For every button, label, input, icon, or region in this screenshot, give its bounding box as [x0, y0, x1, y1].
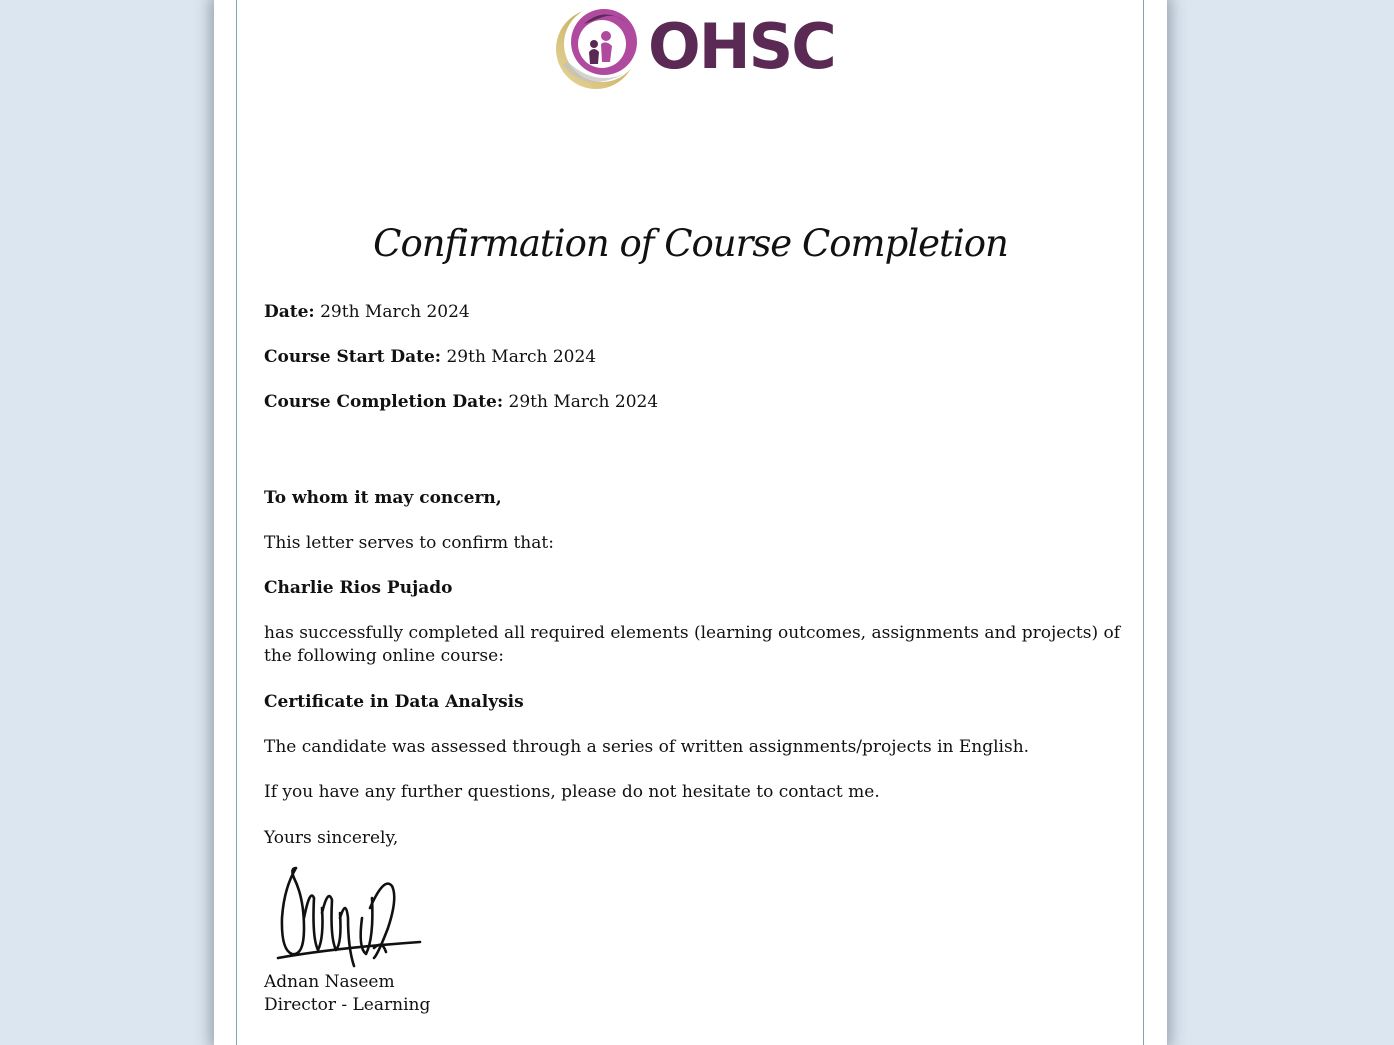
salutation: To whom it may concern, [264, 488, 502, 508]
contact-text: If you have any further questions, please do not hesitate to contact me. [264, 782, 880, 802]
start-date-line [264, 347, 596, 367]
document-page [214, 0, 1167, 1045]
course-name: Certificate in Data Analysis [264, 692, 524, 712]
ohsc-logo [554, 4, 835, 90]
intro-text: This letter serves to confirm that: [264, 533, 554, 553]
date-label: Date: [264, 302, 315, 322]
signatory-role: Director - Learning [264, 995, 431, 1015]
page-title: Confirmation of Course Completion [373, 222, 1008, 265]
signatory-name: Adnan Naseem [264, 972, 395, 992]
date-value: 29th March 2024 [320, 302, 470, 322]
completion-date-line [264, 392, 658, 412]
start-date-label: Course Start Date: [264, 347, 442, 367]
start-date-value: 29th March 2024 [446, 347, 597, 367]
handwritten-signature [274, 858, 434, 978]
assessment-text: The candidate was assessed through a series of written assignments/projects in English. [264, 737, 1030, 757]
logo-wordmark: OHSC [648, 9, 835, 83]
completion-date-label: Course Completion Date: [264, 392, 504, 412]
closing-text: Yours sincerely, [264, 828, 399, 848]
completion-statement: has successfully completed all required elements (learning outcomes, assignments and projects) of the following online course: [264, 623, 1121, 666]
candidate-name: Charlie Rios Pujado [264, 578, 453, 598]
completion-date-value: 29th March 2024 [508, 392, 659, 412]
ohsc-logo-icon [554, 4, 640, 90]
date-line [264, 302, 470, 322]
